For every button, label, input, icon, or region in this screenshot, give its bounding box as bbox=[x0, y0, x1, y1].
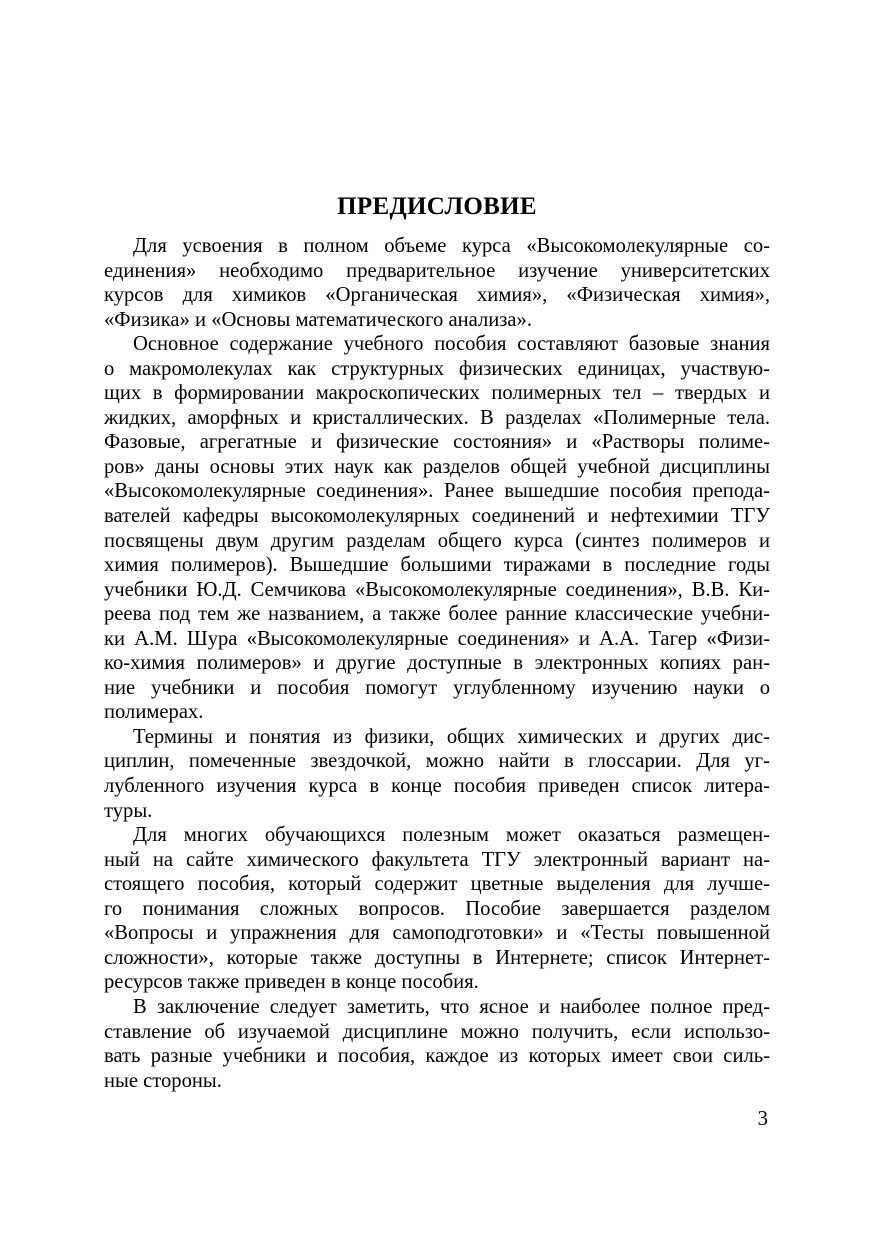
text-line: о макромолекулах как структурных физических единицах, участвую- bbox=[104, 357, 770, 380]
text-line: Основное содержание учебного пособия составляют базовые знания bbox=[133, 333, 770, 356]
text-line: Для многих обучающихся полезным может оказаться размещен- bbox=[133, 824, 770, 847]
text-line: циплин, помеченные звездочкой, можно найти в глоссарии. Для уг- bbox=[104, 750, 770, 773]
page-number: 3 bbox=[757, 1106, 768, 1130]
text-line: ресурсов также приведен в конце пособия. bbox=[104, 971, 479, 994]
text-line: химия полимеров). Вышедшие большими тиражами в последние годы bbox=[104, 554, 770, 577]
text-line: сложности», которые также доступны в Интернете; список Интернет- bbox=[104, 946, 770, 969]
paragraph-2 bbox=[104, 332, 770, 725]
text-line: курсов для химиков «Органическая химия», «Физическая химия», bbox=[104, 284, 770, 307]
text-line: единения» необходимо предварительное изучение университетских bbox=[104, 259, 770, 282]
document-page bbox=[104, 0, 770, 1240]
text-line: ние учебники и пособия помогут углубленному изучению науки о bbox=[104, 676, 770, 699]
text-line: реева под тем же названием, а также более ранние классические учебни- bbox=[104, 603, 770, 626]
text-line: Для усвоения в полном объеме курса «Высокомолекулярные со- bbox=[133, 235, 770, 257]
text-line: В заключение следует заметить, что ясное и наиболее полное пред- bbox=[133, 995, 770, 1018]
text-line: лубленного изучения курса в конце пособия приведен список литера- bbox=[104, 775, 770, 798]
text-line: посвящены двум другим разделам общего курса (синтез полимеров и bbox=[104, 529, 770, 552]
text-line: Термины и понятия из физики, общих химических и других дис- bbox=[133, 725, 770, 748]
text-line: вать разные учебники и пособия, каждое из которых имеет свои силь- bbox=[104, 1045, 770, 1068]
text-line: «Вопросы и упражнения для самоподготовки» и «Тесты повышенной bbox=[104, 922, 770, 945]
text-line: ставление об изучаемой дисциплине можно получить, если использо- bbox=[104, 1020, 770, 1043]
paragraph-4 bbox=[104, 823, 770, 995]
text-line: ров» даны основы этих наук как разделов общей учебной дисциплины bbox=[104, 455, 770, 478]
paragraph-5 bbox=[104, 995, 770, 1093]
page-title: ПРЕДИСЛОВИЕ bbox=[337, 193, 537, 220]
paragraph-1 bbox=[104, 234, 770, 332]
text-line: учебники Ю.Д. Семчикова «Высокомолекулярные соединения», В.В. Ки- bbox=[104, 578, 770, 601]
text-line: туры. bbox=[104, 799, 153, 822]
text-line: Фазовые, агрегатные и физические состояния» и «Растворы полиме- bbox=[104, 431, 770, 454]
text-line: «Высокомолекулярные соединения». Ранее вышедшие пособия препода- bbox=[104, 480, 770, 503]
paragraph-3 bbox=[104, 725, 770, 823]
text-line: вателей кафедры высокомолекулярных соединений и нефтехимии ТГУ bbox=[104, 505, 770, 528]
text-line: «Физика» и «Основы математического анализа». bbox=[104, 308, 532, 331]
preface-body bbox=[104, 234, 770, 1093]
text-line: го понимания сложных вопросов. Пособие завершается разделом bbox=[104, 897, 770, 920]
text-line: ко-химия полимеров» и другие доступные в электронных копиях ран- bbox=[104, 652, 770, 675]
text-line: ные стороны. bbox=[104, 1069, 222, 1092]
text-line: щих в формировании макроскопических полимерных тел – твердых и bbox=[104, 382, 770, 405]
text-line: полимерах. bbox=[104, 701, 204, 724]
text-line: ки А.М. Шура «Высокомолекулярные соединения» и А.А. Тагер «Физи- bbox=[104, 627, 770, 650]
text-line: ный на сайте химического факультета ТГУ электронный вариант на- bbox=[104, 848, 770, 871]
text-line: стоящего пособия, который содержит цветные выделения для лучше- bbox=[104, 873, 770, 896]
text-line: жидких, аморфных и кристаллических. В разделах «Полимерные тела. bbox=[104, 406, 770, 429]
